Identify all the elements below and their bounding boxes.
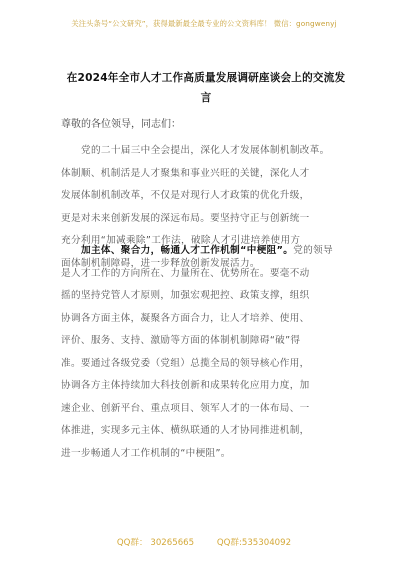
paragraph-line: 党的二十届三中全会提出，深化人才发展体制机制改革。: [81, 145, 330, 156]
paragraph-line: 是人才工作的方向所在、力量所在、优势所在。要毫不动: [61, 267, 310, 279]
salutation: 尊敬的各位领导，同志们：: [61, 119, 181, 130]
title-line: 在2024年全市人才工作高质量发展调研座谈会上的交流发: [66, 72, 346, 84]
qq-group-2: QQ群:535304092: [216, 538, 292, 548]
title-line: 言: [200, 92, 212, 104]
paragraph-line: 协调各方面主体，凝聚各方面合力，让人才培养、使用、: [61, 312, 310, 324]
footer-contact: [0, 536, 408, 548]
paragraph-line: 充分利用“加减乘除”工作法，破除人才引进培养使用方: [61, 235, 301, 246]
paragraph-line: 进一步畅通人才工作机制的“中梗阻”。: [61, 447, 231, 459]
qq-group-1: QQ群： 30265665: [116, 538, 195, 548]
paragraph-line: 评价、服务、支持、激励等方面的体制机制障碍“破”得: [61, 335, 301, 346]
paragraph-line: 体推进，实现多元主体、横纵联通的人才协同推进机制，: [61, 425, 310, 436]
paragraph-text: 党的领导: [293, 245, 333, 256]
paragraph-2: [61, 240, 354, 465]
paragraph-line: 准。要通过各级党委（党组）总揽全局的领导核心作用，: [61, 357, 310, 369]
paragraph-heading: 加主体、聚合力，畅通人才工作机制“中梗阻”。: [81, 245, 294, 256]
paragraph-line: 体制顺、机制活是人才聚集和事业兴旺的关键，深化人才: [61, 167, 310, 179]
paragraph-line: 摇的坚持党管人才原则，加强宏观把控、政策支撑，组织: [61, 290, 310, 301]
promo-banner: 关注头条号“公文研究”，获得最新最全最专业的公文资料库！ 微信：gongwenyj: [71, 19, 337, 28]
document-title: [44, 68, 368, 108]
paragraph-line: 速企业、创新平台、重点项目、领军人才的一体布局、一: [61, 402, 310, 414]
paragraph-line: 协调各方主体持续加大科技创新和成果转化应用力度，加: [61, 380, 310, 391]
paragraph-line: 更是对未来创新发展的深远布局。要坚持守正与创新统一: [61, 212, 310, 224]
paragraph-line: [61, 240, 354, 263]
paragraph-line: 发展体制机制改革，不仅是对现行人才政策的优化升级，: [61, 190, 310, 201]
paragraph-line: 面体制机制障碍，进一步释放创新发展活力。: [61, 257, 260, 269]
